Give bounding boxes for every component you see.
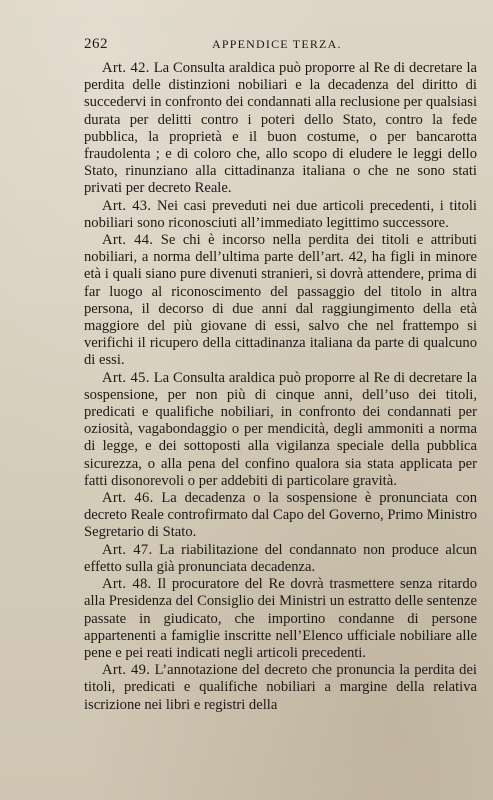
article-43-paragraph bbox=[84, 198, 477, 232]
article-text: La riabilitazione del condannato non produce alcun effetto sulla già pronunciata decadenza. bbox=[84, 541, 477, 575]
article-45-paragraph bbox=[84, 370, 477, 490]
section-title: APPENDICE TERZA. bbox=[212, 37, 342, 51]
article-label: Art. 46. bbox=[102, 490, 154, 507]
article-label: Art. 42. bbox=[102, 60, 150, 76]
body-text bbox=[84, 60, 477, 714]
article-text: La decadenza o la sospensione è pronunciata con decreto Reale controfirmato dal Capo del Governo, Primo Ministro Segretario di Stato. bbox=[84, 490, 477, 541]
article-label: Art. 47. bbox=[102, 541, 153, 558]
article-text: Se chi è incorso nella perdita dei titoli e attributi nobiliari, a norma dell’ultima parte dell’art. 42, ha figli in minore età i quali siano pure divenuti stranieri, si dovrà attendere, prima di far luogo al riconoscimento del passaggio del titolo in altra persona, il decorso di due anni dal raggiungimento della età maggiore del più giovane di essi, salvo che nel frattempo si verifichi il ricupero della cittadinanza italiana da parte di qualcuno di essi. bbox=[84, 232, 477, 369]
article-46-paragraph bbox=[84, 490, 477, 542]
article-label: Art. 49. bbox=[102, 662, 151, 679]
article-label: Art. 44. bbox=[102, 232, 154, 249]
article-text: L’annotazione del decreto che pronuncia la perdita dei titoli, predicati e qualifiche nobiliari a margine della relativa iscrizione nei libri e registri della bbox=[84, 662, 477, 713]
article-text: La Consulta araldica può proporre al Re di decretare la sospensione, per non più di cinque anni, dell’uso dei titoli, predicati e qualifiche nobiliari, in confronto dei condannati per oziosità, vagabondaggio o per mendicità, degli ammoniti a norma di legge, e dei sottoposti alla vigilanza speciale della pubblica sicurezza, o alla pena del confino qualora sia stata applicata per fatti disonorevoli o per addebiti di particolare gravità. bbox=[84, 369, 478, 489]
article-label: Art. 43. bbox=[102, 197, 152, 214]
article-42-paragraph bbox=[84, 60, 477, 198]
article-text: La Consulta araldica può proporre al Re di decretare la perdita delle distinzioni nobiliari e la decadenza del diritto di succedervi in confronto dei condannati alla reclusione per qualsiasi durata per delitti contro i poteri dello Stato, contro la fede pubblica, la proprietà e il buon costume, o per bancarotta fraudolenta ; e di coloro che, allo scopo di eludere le leggi dello Stato, rinunziano alla cittadinanza italiana o che ne sono stati privati per decreto Reale. bbox=[84, 60, 478, 197]
article-44-paragraph bbox=[84, 232, 477, 370]
article-text: Il procuratore del Re dovrà trasmettere senza ritardo alla Presidenza del Consiglio dei Ministri un estratto delle sentenze passate in giudicato, che importino condanne di persone appartenenti a famiglie inscritte nell’Elenco ufficiale nobiliare alle pene e pei reati indicati negli articoli precedenti. bbox=[84, 576, 478, 661]
article-47-paragraph bbox=[84, 542, 477, 576]
article-label: Art. 45. bbox=[102, 369, 150, 386]
page-number: 262 bbox=[84, 36, 108, 52]
article-text: Nei casi preveduti nei due articoli precedenti, i titoli nobiliari sono riconosciuti all’immediato legittimo successore. bbox=[84, 197, 477, 231]
article-48-paragraph bbox=[84, 576, 477, 662]
running-header bbox=[84, 32, 477, 56]
article-label: Art. 48. bbox=[102, 576, 152, 593]
article-49-paragraph bbox=[84, 662, 477, 714]
